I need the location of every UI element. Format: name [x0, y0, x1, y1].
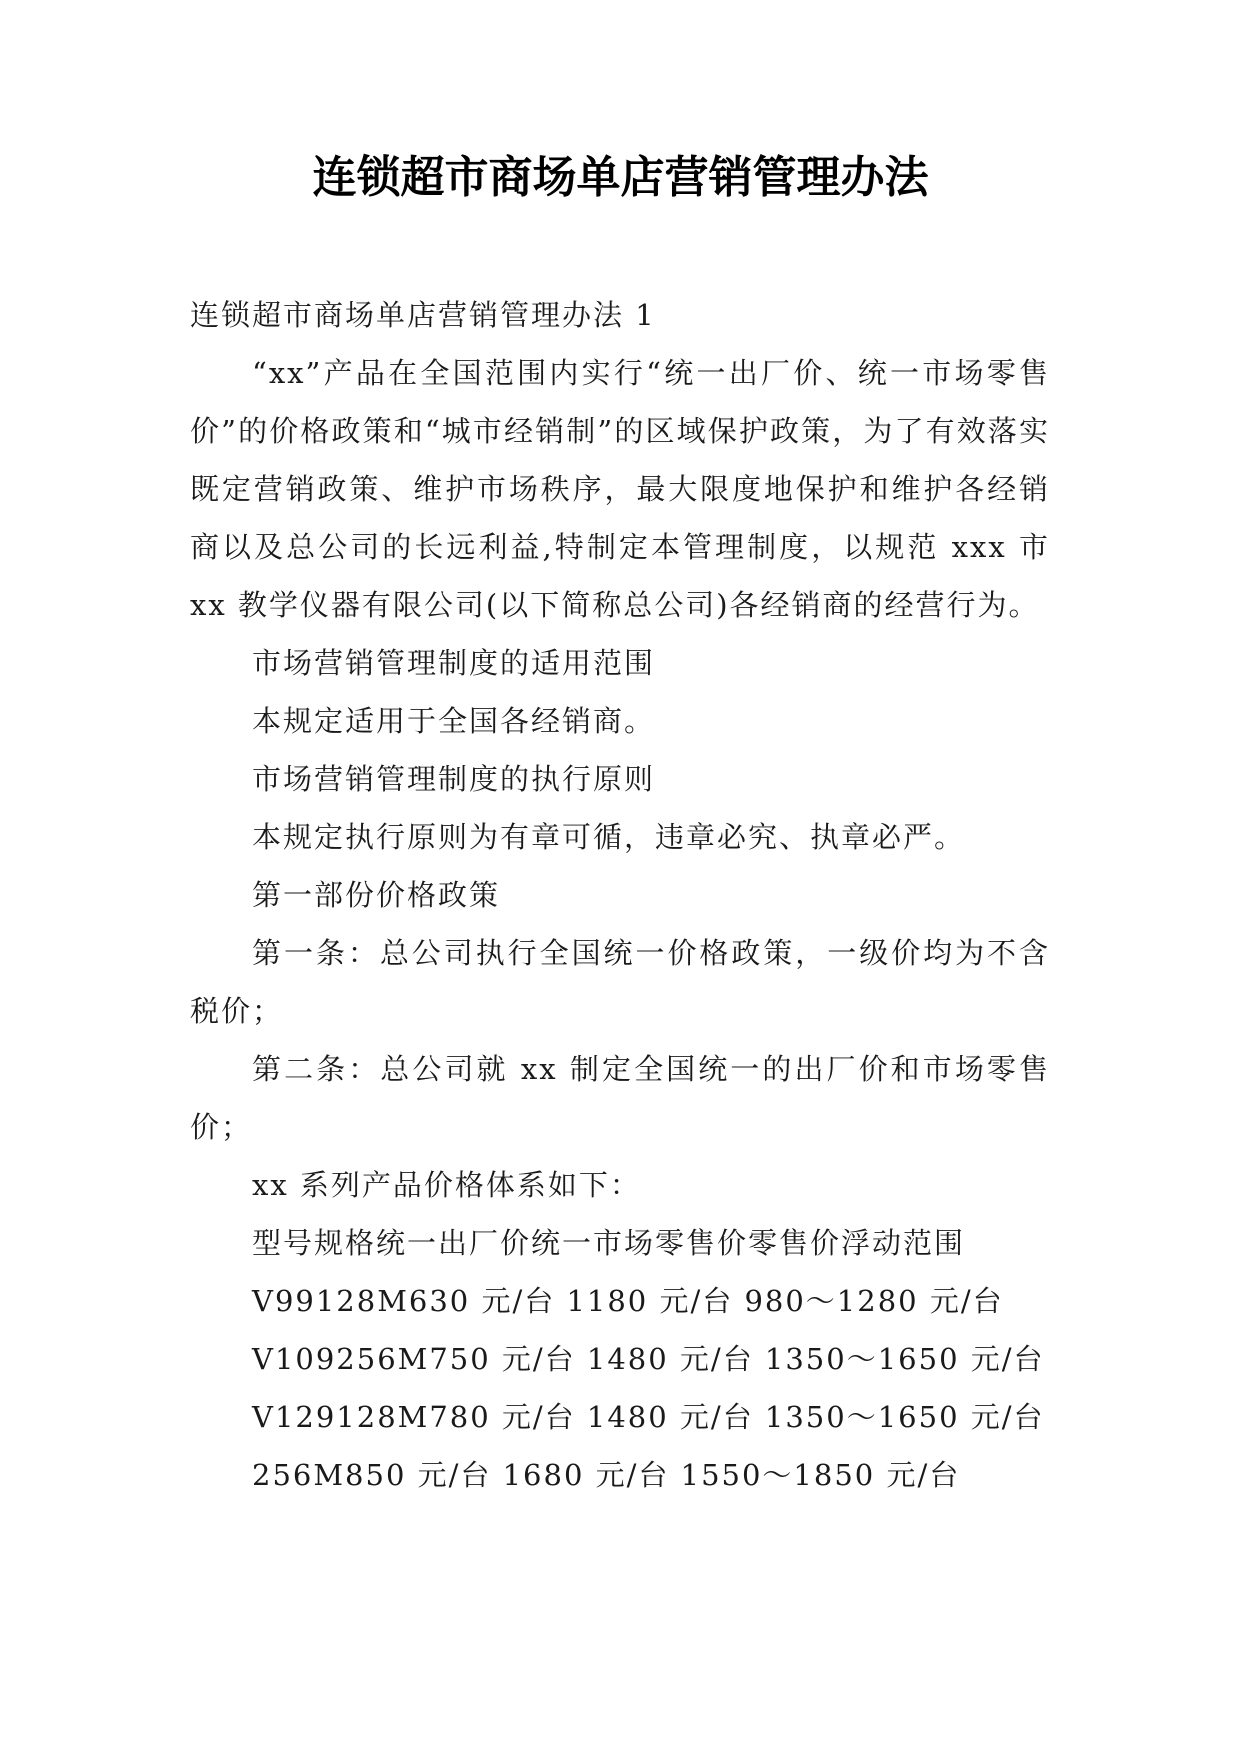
paragraph-principle-heading: 市场营销管理制度的执行原则 [252, 762, 656, 796]
paragraph-price-system: xx 系列产品价格体系如下： [252, 1168, 641, 1202]
document-title: 连锁超市商场单店营销管理办法 [312, 152, 929, 203]
paragraph-article-one: 第一条：总公司执行全国统一价格政策，一级价均为不含税价； [190, 936, 1050, 1028]
paragraph-principle: 本规定执行原则为有章可循，违章必究、执章必严。 [252, 820, 966, 854]
price-row: V129128M780 元/台 1480 元/台 1350～1650 元/台 [252, 1400, 1045, 1434]
paragraph-intro: “xx”产品在全国范围内实行“统一出厂价、统一市场零售价”的价格政策和“城市经销制”的区域保护政策，为了有效落实既定营销政策、维护市场秩序，最大限度地保护和维护各经销商以及总公司的长远利益,特制定本管理制度，以规范 xxx 市 xx 教学仪器有限公司(以下简称总公司)各经销商的经营行为。 [190, 356, 1050, 622]
price-row: 256M850 元/台 1680 元/台 1550～1850 元/台 [252, 1458, 961, 1492]
paragraph-part-one: 第一部份价格政策 [252, 878, 501, 912]
document-body [190, 286, 1050, 1504]
paragraph-article-two: 第二条：总公司就 xx 制定全国统一的出厂价和市场零售价； [190, 1052, 1050, 1144]
price-row: V109256M750 元/台 1480 元/台 1350～1650 元/台 [252, 1342, 1045, 1376]
paragraph-scope: 本规定适用于全国各经销商。 [252, 704, 656, 738]
price-table-header: 型号规格统一出厂价统一市场零售价零售价浮动范围 [252, 1226, 966, 1260]
price-row: V99128M630 元/台 1180 元/台 980～1280 元/台 [252, 1284, 1004, 1318]
paragraph-heading: 连锁超市商场单店营销管理办法 1 [190, 298, 656, 332]
paragraph-scope-heading: 市场营销管理制度的适用范围 [252, 646, 656, 680]
